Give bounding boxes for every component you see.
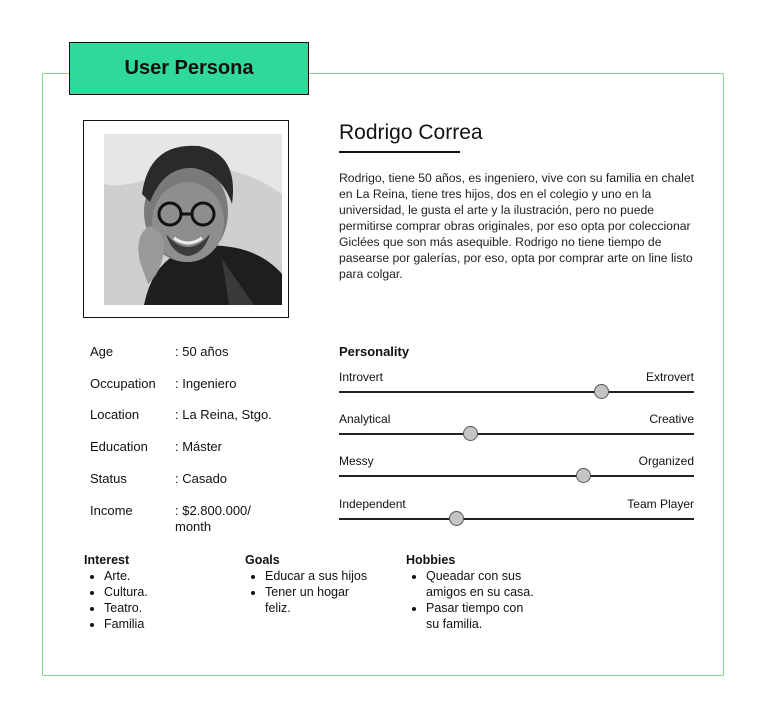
info-value: : La Reina, Stgo. — [175, 407, 272, 422]
list-item: • Tener un hogar feliz. — [265, 584, 375, 616]
trait-track — [339, 433, 694, 435]
list-item: • Arte. — [104, 568, 214, 584]
interest-title: Interest — [84, 553, 130, 567]
persona-photo — [104, 134, 282, 305]
trait-slider — [339, 370, 694, 400]
trait-slider — [339, 412, 694, 442]
photo-frame — [83, 120, 289, 318]
trait-left-label: Independent — [339, 497, 406, 511]
list-item: • Familia — [104, 616, 214, 632]
trait-knob[interactable] — [576, 468, 591, 483]
persona-name: Rodrigo Correa — [339, 121, 483, 144]
trait-knob[interactable] — [594, 384, 609, 399]
interest-list — [84, 568, 214, 632]
trait-slider — [339, 454, 694, 484]
name-underline — [339, 151, 460, 153]
goals-list — [245, 568, 375, 616]
trait-right-label: Extrovert — [645, 370, 694, 384]
info-value: : 50 años — [175, 344, 229, 359]
trait-right-label: Team Player — [627, 497, 694, 511]
info-label: Education — [90, 439, 148, 454]
hobbies-section — [406, 552, 536, 632]
list-item: • Teatro. — [104, 600, 214, 616]
trait-knob[interactable] — [463, 426, 478, 441]
info-label: Income — [90, 503, 133, 518]
list-item: • Educar a sus hijos — [265, 568, 375, 584]
trait-slider — [339, 497, 694, 527]
info-label: Location — [90, 407, 140, 422]
info-label: Status — [90, 471, 127, 486]
info-label: Age — [90, 344, 114, 359]
trait-track — [339, 518, 694, 520]
trait-left-label: Messy — [339, 454, 374, 468]
info-value: : Ingeniero — [175, 376, 237, 391]
trait-left-label: Analytical — [339, 412, 391, 426]
info-value: : Máster — [175, 439, 222, 454]
list-item: • Pasar tiempo con su familia. — [426, 600, 536, 632]
hobbies-title: Hobbies — [406, 553, 456, 567]
trait-track — [339, 475, 694, 477]
personality-title: Personality — [339, 344, 410, 359]
info-label: Occupation — [90, 376, 156, 391]
trait-right-label: Creative — [649, 412, 694, 426]
info-value: : $2.800.000/ month — [175, 503, 251, 534]
interest-section — [84, 552, 214, 632]
goals-title: Goals — [245, 553, 280, 567]
hobbies-list — [406, 568, 536, 632]
goals-section — [245, 552, 375, 616]
trait-left-label: Introvert — [339, 370, 384, 384]
list-item: • Queadar con sus amigos en su casa. — [426, 568, 536, 600]
trait-track — [339, 391, 694, 393]
user-persona-tag: User Persona — [69, 42, 309, 95]
trait-right-label: Organized — [638, 454, 694, 468]
trait-knob[interactable] — [449, 511, 464, 526]
persona-bio: Rodrigo, tiene 50 años, es ingeniero, vive con su familia en chalet en La Reina, tiene tres hijos, dos en el colegio y uno en la universidad, le gusta el arte y la ilustración, pero no puede permitirse comprar obras originales, por eso opta por coleccionar Giclées que son más asequible. Rodrigo no tiene tiempo de pasearse por galerías, por eso, opta por comprar arte on line listo para colgar. — [339, 171, 695, 281]
info-value: : Casado — [175, 471, 228, 486]
portrait-illustration — [104, 134, 282, 305]
list-item: • Cultura. — [104, 584, 214, 600]
